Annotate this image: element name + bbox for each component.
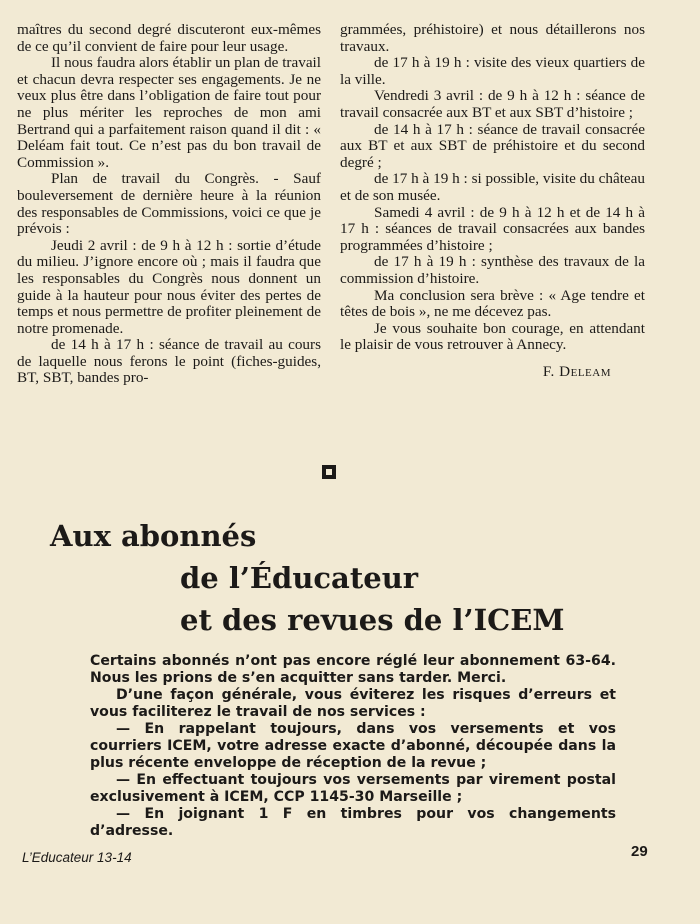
subscriber-notice [90,653,616,840]
publication-footer: L’Educateur 13-14 [22,850,132,865]
left-paragraph-1: maîtres du second degré discuteront eux-mêmes de ce qu’il convient de faire pour leur usage. [17,21,321,55]
right-paragraph-1: grammées, préhistoire) et nous détaillerons nos travaux. [340,21,645,55]
notice-paragraph-1: Certains abonnés n’ont pas encore réglé leur abonnement 63-64. Nous les prions de s’en acquitter sans tarder. Merci. [90,653,616,686]
right-paragraph-6: Samedi 4 avril : de 9 h à 12 h et de 14 h à 17 h : séances de travail consacrées aux bandes programmées d’histoire ; [340,203,645,254]
page-number: 29 [631,843,648,860]
right-paragraph-5: de 17 h à 19 h : si possible, visite du château et de son musée. [340,170,645,204]
notice-paragraph-5: — En joignant 1 F en timbres pour vos changements d’adresse. [90,806,616,839]
notice-paragraph-3: — En rappelant toujours, dans vos versements et vos courriers ICEM, votre adresse exacte d’abonné, découpée dans la plus récente enveloppe de réception de la revue ; [90,721,616,771]
right-paragraph-9: Je vous souhaite bon courage, en attendant le plaisir de vous retrouver à Annecy. [340,319,645,354]
right-paragraph-8: Ma conclusion sera brève : « Age tendre et têtes de bois », ne me décevez pas. [340,286,645,321]
article-left-column [17,22,321,387]
notice-paragraph-4: — En effectuant toujours vos versements par virement postal exclusivement à ICEM, CCP 1145-30 Marseille ; [90,772,616,805]
left-paragraph-5: de 14 h à 17 h : séance de travail au cours de laquelle nous ferons le point (fiches-guides, BT, SBT, bandes pro- [17,336,321,387]
left-paragraph-3: Plan de travail du Congrès. - Sauf bouleversement de dernière heure à la réunion des responsables de Commissions, voici ce que je prévois : [17,170,321,238]
notice-paragraph-2: D’une façon générale, vous éviterez les risques d’erreurs et vous faciliterez le travail de nos services : [90,687,616,720]
article-right-column [340,22,645,380]
left-paragraph-4: Jeudi 2 avril : de 9 h à 12 h : sortie d’étude du milieu. J’ignore encore où ; mais il faudra que les responsables du Congrès nous donnent un guide à la hauteur pour nous éviter des pertes de temps et nous permettre de profiter pleinement de notre promenade. [17,236,321,337]
author-signature: F. Deleam [542,362,611,380]
right-paragraph-4: de 14 h à 17 h : séance de travail consacrée aux BT et aux SBT de préhistoire et du second degré ; [340,120,645,171]
notice-heading-line-2: de l’Éducateur [180,561,419,595]
notice-heading-line-3: et des revues de l’ICEM [180,603,565,637]
notice-heading-line-1: Aux abonnés [50,519,257,553]
right-paragraph-7: de 17 h à 19 h : synthèse des travaux de la commission d’histoire. [340,253,645,287]
section-divider-ornament [322,465,336,479]
right-paragraph-2: de 17 h à 19 h : visite des vieux quartiers de la ville. [340,54,645,88]
right-paragraph-3: Vendredi 3 avril : de 9 h à 12 h : séance de travail consacrée aux BT et aux SBT d’histoire ; [340,87,645,121]
left-paragraph-2: Il nous faudra alors établir un plan de travail et chacun devra respecter ses engagements. Je ne veux plus être dans l’obligation de faire tout pour ne plus mériter les reproches de mon ami Bertrand qui a parfaitement raison quand il dit : « Deléam fait tout. Ce n’est pas du bon travail de Commission ». [17,54,321,171]
